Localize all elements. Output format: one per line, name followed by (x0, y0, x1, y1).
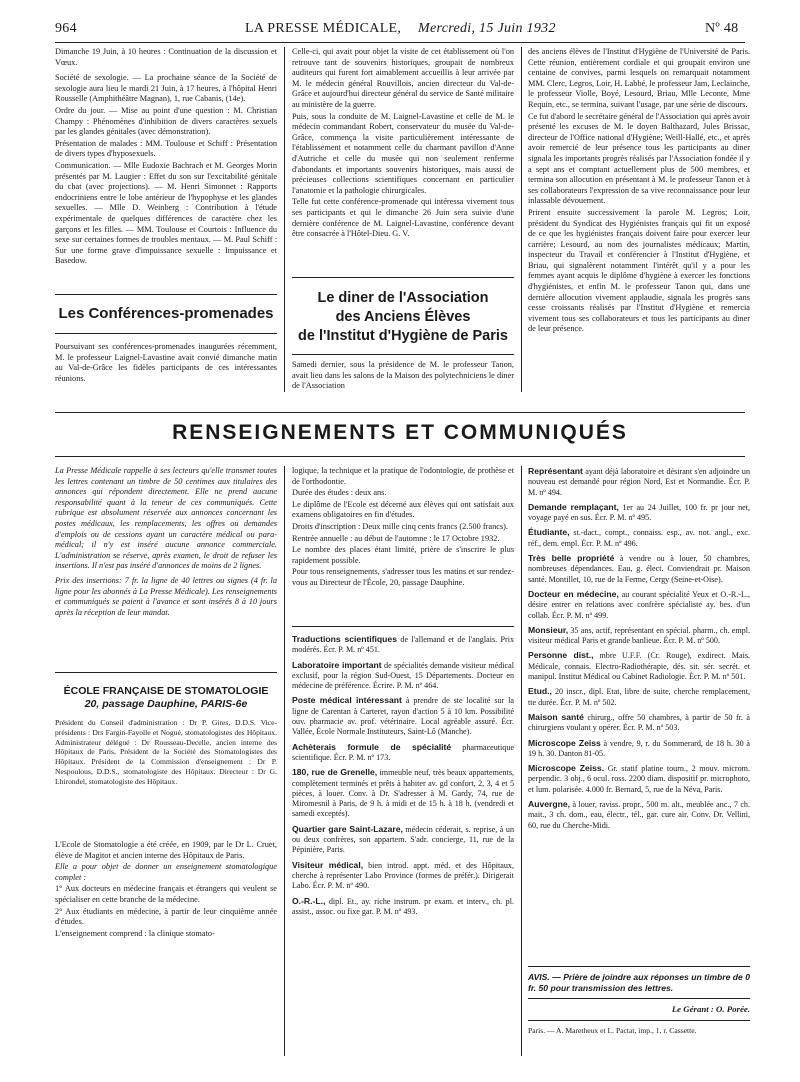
ecole-address: 20, passage Dauphine, PARIS-6e (84, 698, 248, 710)
paragraph: Durée des études : deux ans. (292, 488, 387, 498)
ad-text: à prendre de ste localité sur la ligne de Carentan à Carteret, rayon d'action 5 à 10 km. Possibilité ouv. pharmacie av. prof. vétérinaire. Local agréable assuré. Écr. Vallée, École Normale Instituteurs, Saint-Lô (Manche). (292, 696, 514, 737)
paragraph: logique, la technique et la pratique de l'odontologie, de prothèse et de l'orthodontie. (292, 466, 514, 486)
classified-ad (528, 738, 750, 760)
column-2-top (292, 47, 514, 240)
renseignements-intro (55, 466, 277, 618)
ecole-title: ÉCOLE FRANÇAISE DE STOMATOLOGIE (63, 685, 269, 697)
column-separator (284, 47, 285, 392)
ad-text: de l'allemand et de l'anglais. Prix modérés. Écr. P. M. nº 451. (292, 635, 515, 655)
ad-text: à vendre ou à louer, 50 chambres, nombreuses dépendances. Eau, g. élect. Conviendrait pr. Maison santé. Montillet, 10, rue de la Ferme, Cergy (Seine-et-Oise). (528, 554, 750, 584)
renseignements-title: RENSEIGNEMENTS ET COMMUNIQUÉS (172, 421, 628, 444)
journal-title: LA PRESSE MÉDICALE, (245, 21, 402, 36)
ad-text: au courant spécialité Yeux et O.-R.-L., désire entrer en relations avec confrère spécialiste ay. bes. d'un collab. Écr. P. M. nº 499. (528, 589, 750, 620)
ad-heading: Laboratoire important (292, 659, 382, 670)
divider (528, 998, 750, 999)
classified-ad (292, 896, 514, 918)
ecole-continued (292, 466, 514, 589)
paragraph: Le nombre des places étant limité, prière de s'inscrire le plus rapidement possible. (292, 545, 514, 565)
paragraph: Société de sexologie. — La prochaine séance de la Société de sexologie aura lieu le mardi 21 Juin, à 17 heures, à l'hôpital Henri Rousselle (Amphithéâtre Magnan), 1, rue Cabanis, (14e). (55, 73, 277, 104)
classified-ad (292, 660, 514, 692)
issue-number: Nº 48 (705, 21, 739, 36)
paragraph: Telle fut cette conférence-promenade qui intéressa vivement tous ses participants et qui le dimanche 26 Juin sera suivie d'une dernière conférence de M. Laignel-Lavastine, conférence devant être consacrée à l'Hôtel-Dieu. G. V. (292, 197, 514, 239)
classified-ad (292, 695, 514, 737)
column-separator (521, 47, 522, 392)
classified-ad (528, 625, 750, 647)
ad-text: à louer, raviss. propr., 500 m. alt., meublée anc., 7 ch. mait., 3 ch. dom., eau, électr., tél., gar. cure air. Conv. Dr. Vellini, 60, rue du Cherche-Midi. (528, 800, 750, 830)
ad-text: ayant déjà laboratoire et désirant s'en adjoindre un nouveau est demandé pour région Nord, Est et Normandie. Écr. P. M. nº 494. (528, 467, 750, 497)
avis-notice: AVIS. — Prière de joindre aux réponses un timbre de 0 fr. 50 pour transmission des lettres. (528, 972, 750, 993)
ad-text: st.-dact., compt., connaiss. esp., av. not. angl., exc. réf., dem. empl. Écr. P. M. nº 496. (528, 528, 750, 548)
conferences-text: Poursuivant ses conférences-promenades inaugurées récemment, M. le professeur Laignel-Lavastine avait convié dimanche matin au Val-de-Grâce les fidèles participants de ces intéressantes réunions. (55, 342, 277, 383)
issue-date: Mercredi, 15 Juin 1932 (418, 21, 556, 36)
ad-text: chirurg., offre 50 chambres, à partir de 50 fr. à chirurgiens voulant y opérer. Écr. P. M. nº 503. (528, 712, 750, 733)
ads-column-3 (528, 466, 750, 835)
ad-heading: Traductions scientifiques (292, 634, 397, 644)
ad-heading: Microscope Zeiss. (528, 763, 605, 774)
paragraph: Rentrée annuelle : au début de l'automne : le 17 Octobre 1932. (292, 533, 500, 543)
ad-text: 1er au 24 Juillet, 100 fr. pr jour net, voyage payé en sus. Écr. P. M. nº 495. (528, 502, 751, 523)
paragraph: Ordre du jour. — Mise au point d'une question : M. Christian Champy : Phénomènes d'inhibition de divers caractères sexuels par les glandes génitales (avec démonstration). (55, 105, 277, 137)
page-number: 964 (55, 21, 77, 36)
column-1-top (55, 47, 277, 267)
paragraph: 2° Aux étudiants en médecine, à partir de leur cinquième année d'études. (55, 906, 277, 927)
ad-heading: Docteur en médecine, (528, 588, 619, 599)
gerant-signature: Le Gérant : O. Porée. (671, 1004, 750, 1014)
classified-ad (292, 742, 514, 764)
diner-title-line: Le diner de l'Association (317, 290, 489, 306)
classified-ad (528, 527, 750, 549)
diner-title-line: de l'Institut d'Hygiène de Paris (298, 328, 508, 344)
diner-title (292, 289, 514, 346)
column-3-top (528, 47, 750, 335)
ad-heading: Poste médical intéressant (292, 695, 402, 706)
paragraph: Communication. — Mlle Eudoxie Bachrach et M. Georges Morin présentés par M. Laugier : Effet du son sur l'excitabilité génitale du chat (avec projections). — M. Henri Simonnet : Rapports endocriniens entre le lobe antérieur de l'hypophyse et les glandes sexuelles. — Mlle D. Weinberg : Contribution à l'étude expérimentale de quelques différences de caractère chez les garçons et les filles. — MM. Toulouse et Courtois : Influence du sexe sur certaines formes de troubles mentaux. — M. Paul Schiff : Sur une forme grave d'impuissance sexuelle : Impuissance et Basedow. (55, 160, 277, 266)
paragraph: L'Ecole de Stomatologie a été créée, en 1909, par le Dr L. Cruet, élève de Magitot et ancien interne des Hôpitaux de Paris. (55, 840, 277, 860)
classified-ad (528, 466, 750, 498)
classified-ad (292, 824, 514, 856)
ad-heading: Visiteur médical, (292, 859, 364, 870)
ads-column-2 (292, 634, 514, 921)
classified-ad (528, 502, 750, 524)
section-rule (55, 456, 745, 457)
ad-heading: Personne dist., (528, 650, 594, 661)
classified-ad (292, 634, 514, 656)
divider (528, 1020, 750, 1021)
paragraph: L'enseignement comprend : la clinique stomato- (55, 928, 215, 938)
ad-text: pharmaceutique scientifique. Écr. P. M. nº 173. (292, 742, 514, 762)
divider (292, 626, 514, 627)
ecole-officers: Président du Conseil d'administration : Dr P. Gires, D.D.S. Vice-présidents : Drs Fargin-Fayolle et Nogué, stomatologistes des Hôpitaux. Administrateur délégué : Dr Rousseau-Decelle, ancien interne des Hôpitaux de Paris, Président de la Société des Stomatologistes des Hôpitaux. Président de la Commission d'enseignement : Dr P. Nespoulous, D.D.S., stomatologiste des Hôpitaux. Directeur : Dr G. Lhirondel, stomatologiste des Hôpitaux. (55, 718, 277, 786)
divider (55, 672, 277, 673)
ad-heading: Maison santé (528, 711, 584, 722)
classified-ad (528, 763, 750, 795)
classified-ad (528, 686, 750, 708)
ad-heading: 180, rue de Grenelle, (292, 767, 378, 778)
classified-ad (528, 650, 750, 682)
paragraph: 1° Aux docteurs en médecine français et étrangers qui veulent se spécialiser en cette branche de la médecine. (55, 884, 277, 904)
paragraph: Ce fut d'abord le secrétaire général de l'Association qui après avoir présenté les excuses de M. le doyen Balthazard, Jules Brissac, directeur de l'Office national d'Hygiène; Weill-Hallé, etc., et après avoir remercié de leur présence tous les participants au diner signala les importants progrès réalisés par l'Association fondée il y a sept ans et comptant actuellement plus de 500 membres, et termina son allocution en présentant à M. le professeur Tanon et à ses collaborateurs l'expression de sa vive reconnaissance pour leur inlassable dévouement. (528, 111, 750, 206)
section-rule (55, 412, 745, 413)
paragraph: Prirent ensuite successivement la parole M. Legros; Loir, président du Syndicat des Hygiénistes français qui fit un exposé de ce que les hygiénistes français doivent faire pour exercer leur carrière; Lesourd, au nom des journalistes médicaux; Martin, inspecteur du Travail et conférencier à l'Institut d'Hygiène, et Briau, qui signalèrent notamment l'intérêt qu'il y a pour les femmes ayant acquis le diplôme d'hygiène à exercer les fonctions d'hygiénistes, et enfin M. le professeur Tanon qui, dans une dernière allocution vivement applaudie, signala les progrès sans cesse croissants réalisés par l'Institut d'Hygiène et remercia vivement tous ses collaborateurs et tous les participants au diner de leur présence. (528, 207, 750, 334)
ad-heading: Auvergne, (528, 799, 571, 810)
paragraph: des anciens élèves de l'Institut d'Hygiène de l'Université de Paris. Cette réunion, entièrement cordiale et qui groupait environ une centaine de convives, parmi lesquels on remarquait notamment MM. Clerc, Legros, Loir, H. Labbé, le professeur Jam, Leclainche, le professeur Violle, Boyé, Lesourd, Briau, Mlle Leconte, Mme Requin, etc., se termina, suivant l'usage, par une série de discours. (528, 47, 750, 109)
divider (292, 277, 514, 278)
classified-ad (528, 553, 750, 585)
classified-ad (528, 799, 750, 831)
ecole-body (55, 840, 277, 939)
ad-text: immeuble neuf, très beaux appartements, complètement terminés et prêts à habiter av. gd confort, 2, 3, 4 et 5 pièces, à louer. Conv. à Dr. S'adresser à M. Gardy, 74, rue de Miromesnil à Paris, de 9 h. à midi et de 15 h. à 18 h. (vendredi et samedi exceptés). (292, 768, 514, 819)
ad-heading: Quartier gare Saint-Lazare, (292, 823, 403, 834)
ad-heading: Monsieur, (528, 624, 569, 635)
ad-heading: Très belle propriété (528, 553, 615, 564)
conferences-title: Les Conférences-promenades (58, 305, 274, 322)
ad-heading: Achèterais formule de spécialité (292, 741, 452, 752)
classified-ad (292, 860, 514, 892)
column-separator (284, 466, 285, 1056)
paragraph: Celle-ci, qui avait pour objet la visite de cet établissement où l'on retrouve tant de souvenirs historiques, groupait de nombreux auditeurs qui furent fort aimablement accueillis à leur arrivée par M. le médecin général Rouvillois, ancien directeur du Val-de-Grâce et aujourd'hui directeur général du service de Santé militaire au ministère de la guerre. (292, 47, 514, 109)
divider (528, 966, 750, 967)
header-rule (55, 42, 745, 43)
ad-heading: O.-R.-L., (292, 895, 326, 906)
ad-heading: Demande remplaçant, (528, 501, 619, 512)
paragraph: Droits d'inscription : Deux mille cinq cents francs (2.500 francs). (292, 521, 509, 531)
ad-text: bien introd. appt. méd. et des Hôpitaux, cherche à représenter Labo Province (formes de préfér.). Dirigerait Labo. Écr. P. M. nº 490. (292, 860, 514, 891)
paragraph: Elle a pour objet de donner un enseignement stomatologique complet : (55, 862, 277, 882)
ad-text: mbre U.F.F. (Cr. Rouge), exdirect. Mais. Médicale, connais. Electro-Radiothérapie, dés. sit. sér. secrét. et manipul. Institut Médical ou Cabinet Radiologie. Écr. P. M. nº 501. (528, 651, 750, 682)
divider (292, 354, 514, 355)
ad-heading: Étudiante, (528, 527, 570, 538)
column-separator (521, 466, 522, 1056)
ad-heading: Représentant (528, 466, 583, 476)
intro-paragraph: La Presse Médicale rappelle à ses lecteurs qu'elle transmet toutes les lettres contenant un timbre de 50 centimes aux titulaires des annonces qui répondent directement. Elle ne prend aucune responsabilité quant à la teneur de ces communiqués. Cette rubrique est absolument réservée aux annonces concernant les postes médicaux, les remplacements, les offres ou demandes d'emplois ou de cessions ayant un caractère médical ou para-médical; il n'y est inséré aucune annonce commerciale. L'administration se réserve, après examen, le droit de refuser les insertions. Il n'est pas inséré d'annonces de moins de 2 lignes. (55, 466, 277, 571)
paragraph: Pour tous renseignements, s'adresser tous les matins et sur rendez-vous au Directeur de l'École, 20, passage Dauphine. (292, 567, 514, 587)
divider (55, 294, 277, 295)
ad-text: 35 ans, actif, représentant en spécial. pharm., ch. empl. visiteur médical Paris et grande banlieue. Écr. P. M. nº 500. (528, 625, 750, 646)
ad-text: 20 inscr., dipl. Etat, libre de suite, cherche remplacement, tte durée. Écr. P. M. nº 502. (528, 687, 750, 707)
diner-title-line: des Anciens Élèves (335, 309, 471, 325)
ad-heading: Microscope Zeiss (528, 737, 601, 748)
ad-text: dipl. Et., ay. riche instrum. pr exam. et interv., ch. pl. assist., assoc. ou fixe gar. P. M. nº 493. (292, 896, 514, 916)
classified-ad (528, 589, 750, 621)
classified-ad (292, 767, 514, 819)
paragraph: Le diplôme de l'Ecole est décerné aux élèves qui ont satisfait aux examens obligatoires en fin d'études. (292, 499, 514, 520)
intro-paragraph: Prix des insertions: 7 fr. la ligne de 40 lettres ou signes (4 fr. la ligne pour les abonnés à La Presse Médicale). Les renseignements et communiqués se paient à l'avance et sont insérés 8 à 10 jours après la réception de leur mandat. (55, 575, 277, 617)
paragraph: Dimanche 19 Juin, à 10 heures : Continuation de la discussion et Vœux. (55, 47, 277, 67)
ad-text: de spécialités demande visiteur médical exclusif, pour la région Sud-Ouest, 15 Départements. Docteur en médecine de préférence. Écrire. P. M. nº 464. (292, 660, 514, 691)
divider (55, 333, 277, 334)
classified-ad (528, 712, 750, 734)
paragraph: Présentation de malades : MM. Toulouse et Schiff : Présentation de divers types d'hyposexuels. (55, 138, 277, 159)
ad-heading: Etud., (528, 686, 552, 697)
diner-text: Samedi dernier, sous la présidence de M. le professeur Tanon, avait lieu dans les salons de la Maison des polytechniciens le diner de l'Association (292, 360, 514, 391)
ad-text: médecin céderait, s. reprise, à un ou deux confrères, son appartem. S'adr. concierge, 11, rue de la Pépinière, Paris. (292, 824, 514, 855)
paragraph: Puis, sous la conduite de M. Laignel-Lavastine et celle de M. le médecin commandant Robert, conservateur du musée du Val-de-Grâce, commença la visite particulièrement intéressante de l'établissement et notamment celle du charmant pavillon d'Anne d'Autriche et celle du musée qui non seulement renferme d'abondants et importants souvenirs historiques, mais aussi de précieuses collections scientifiques concernant en particulier l'anatomie et la pathologie chirurgicales. (292, 111, 514, 195)
ad-text: Gr. statif platine tourn., 2 mouv. microm. perpendic. 3 obj., 6 ocul. ross. 2200 diam. dispositif pr. microphoto, et lum. polarisée. 4.000 fr. Bernard, 5, rue de la Néva, Paris. (528, 764, 750, 794)
imprimeur-line: Paris. — A. Maretheux et L. Pactat, imp., 1, r. Cassette. (528, 1026, 697, 1035)
ad-text: à vendre, 9, r. du Sommerard, de 18 h. 30 à 19 h. 30. Danton 81-05. (528, 738, 750, 758)
